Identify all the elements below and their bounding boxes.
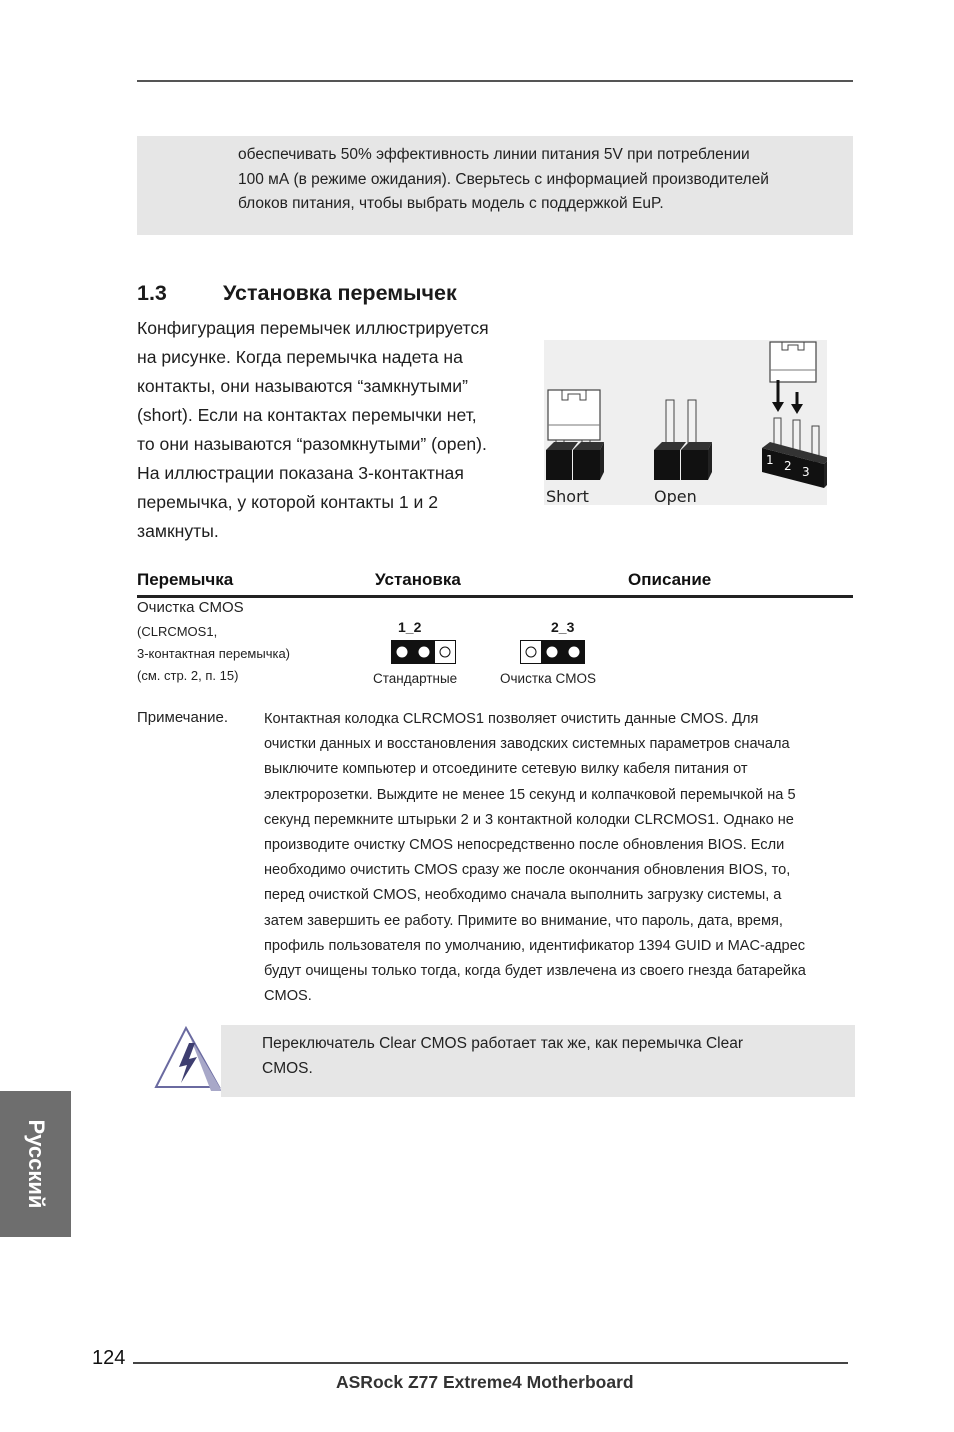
short-label: Short: [546, 487, 589, 505]
note-label: Примечание.: [137, 709, 228, 726]
top-note-line: 100 мА (в режиме ожидания). Сверьтесь с информацией производителей: [238, 170, 769, 188]
intro-line: контакты, они называются “замкнутыми”: [137, 376, 468, 396]
note-line: очистки данных и восстановления заводских системных параметров сначала: [264, 736, 790, 753]
note-line: будут очищены только тогда, когда будет извлечена из своего гнезда батарейка: [264, 963, 806, 980]
pin1-label: 1: [766, 453, 774, 467]
language-side-tab-label: Русский: [23, 1119, 49, 1209]
page-number: 124: [92, 1347, 126, 1369]
pin2-label: 2: [784, 459, 792, 473]
default-pins-label: 1_2: [398, 619, 422, 635]
note-line: электророзетки. Выждите не менее 15 секунд и колпачковой перемычкой на 5: [264, 786, 796, 803]
section-title: Установка перемычек: [223, 281, 457, 305]
intro-line: перемычка, у которой контакты 1 и 2: [137, 492, 439, 512]
intro-line: Конфигурация перемычек иллюстрируется: [137, 318, 489, 338]
table-header-jumper: Перемычка: [137, 570, 234, 589]
intro-line: замкнуты.: [137, 521, 219, 541]
jumper-name: Очистка CMOS: [137, 599, 244, 616]
table-header-rule: [137, 595, 853, 598]
top-note-box: [137, 136, 853, 235]
jumper-detail: (CLRCMOS1,: [137, 624, 218, 639]
note-line: затем завершить ее работу. Примите во внимание, что пароль, дата, время,: [264, 912, 783, 929]
intro-line: (short). Если на контактах перемычки нет,: [137, 405, 477, 425]
note-body: [264, 707, 853, 1009]
top-note-line: блоков питания, чтобы выбрать модель с поддержкой EuP.: [238, 195, 664, 212]
clear-pins-label: 2_3: [551, 619, 575, 635]
language-side-tab: [0, 1091, 71, 1237]
warning-lightning-icon: [153, 1025, 223, 1093]
top-rule: [137, 80, 853, 82]
warning-line: CMOS.: [262, 1060, 313, 1077]
three-pin-jumper-graphic: [762, 342, 827, 488]
jumper-illustration: [544, 340, 827, 505]
note-line: выключите компьютер и отсоедините сетевую вилку кабеля питания от: [264, 761, 748, 778]
note-line: Контактная колодка CLRCMOS1 позволяет очистить данные CMOS. Для: [264, 711, 759, 727]
table-header-description: Описание: [628, 570, 712, 589]
open-label: Open: [654, 487, 697, 505]
default-caption: Стандартные: [373, 671, 458, 686]
default-jumper-diagram: [391, 640, 457, 664]
pin3-label: 3: [802, 465, 810, 479]
clear-caption: Очистка CMOS: [500, 671, 596, 686]
note-line: перед очисткой CMOS, необходимо сначала выполнить загрузку системы, а: [264, 887, 782, 904]
note-line: CMOS.: [264, 988, 312, 1005]
section-intro: [137, 314, 532, 546]
footer-title: ASRock Z77 Extreme4 Motherboard: [336, 1372, 634, 1392]
jumper-detail: 3-контактная перемычка): [137, 646, 291, 661]
note-line: производите очистку CMOS непосредственно после обновления BIOS. Если: [264, 837, 785, 854]
intro-line: На иллюстрации показана 3-контактная: [137, 463, 464, 483]
intro-line: то они называются “разомкнутыми” (open).: [137, 434, 487, 454]
warning-line: Переключатель Clear CMOS работает так же, как перемычка Clear: [262, 1035, 743, 1052]
jumper-illustration-svg: [544, 340, 827, 505]
note-line: секунд перемкните штырьки 2 и 3 контактной колодки CLRCMOS1. Однако не: [264, 811, 794, 828]
open-jumper-graphic: [654, 400, 712, 480]
warning-box: [221, 1025, 855, 1097]
short-jumper-graphic: [546, 390, 604, 480]
note-line: необходимо очистить CMOS сразу же после окончания обновления BIOS, то,: [264, 862, 791, 879]
warning-text: [262, 1031, 822, 1081]
clear-jumper-diagram: [520, 640, 586, 664]
note-line: профиль пользователя по умолчанию, идентификатор 1394 GUID и MAC-адрес: [264, 937, 806, 954]
intro-line: на рисунке. Когда перемычка надета на: [137, 347, 463, 367]
top-note-line: обеспечивать 50% эффективность линии питания 5V при потреблении: [238, 146, 750, 163]
top-note-text: [238, 143, 838, 217]
section-number: 1.3: [137, 281, 167, 305]
table-header-setting: Установка: [375, 570, 461, 589]
jumper-detail: (см. стр. 2, п. 15): [137, 668, 239, 683]
footer-rule: [133, 1362, 848, 1364]
